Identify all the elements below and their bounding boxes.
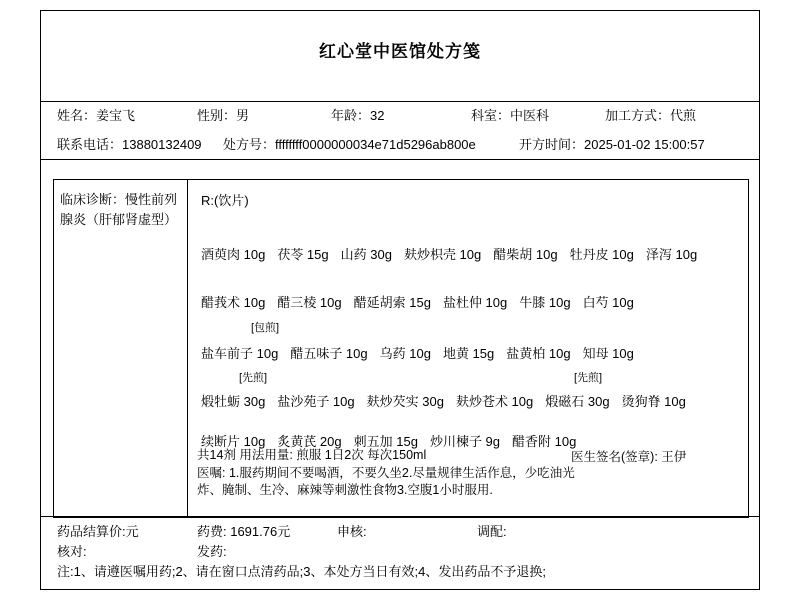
doctor-signature: 医生签名(签章): 王伊 <box>571 450 687 464</box>
herb-item: 醋香附 10g <box>512 434 577 449</box>
herb-item: 牛膝 10g <box>519 295 571 310</box>
herb-item: 盐车前子 10g <box>201 346 279 361</box>
issue-field: 发药: <box>197 544 227 559</box>
prescription-table <box>53 179 749 518</box>
review-field: 申核: <box>337 524 367 539</box>
herb-item: 续断片 10g <box>201 434 266 449</box>
diagnosis-text: 临床诊断：慢性前列腺炎（肝郁肾虚型） <box>60 192 178 227</box>
herb-item: 煅磁石 30g <box>545 394 610 409</box>
herb-line-2 <box>201 292 634 311</box>
herb-item: 牡丹皮 10g <box>569 247 634 262</box>
herb-item: 泽泻 10g <box>645 247 698 262</box>
divider-line-patient-bottom <box>41 159 759 160</box>
herb-item: 酒萸肉 10g <box>201 247 266 262</box>
decoction-note-xianjian-2: [先煎] <box>574 372 603 384</box>
herb-item: 炒川楝子 9g <box>429 434 501 449</box>
medical-advice-line-1: 医嘱: 1.服药期间不要喝酒，不要久坐2.尽量规律生活作息，少吃油光 <box>197 466 575 480</box>
patient-department: 科室：中医科 <box>471 108 550 123</box>
prescription-time: 开方时间：2025-01-02 15:00:57 <box>519 137 705 152</box>
herb-item: 白芍 10g <box>582 295 634 310</box>
herb-item: 醋五味子 10g <box>290 346 368 361</box>
dosage-usage-text: 共14剂 用法用量: 煎服 1日2次 每次150ml <box>197 448 427 462</box>
decoction-note-xianjian-1: [先煎] <box>239 372 268 384</box>
rx-header: R:(饮片) <box>201 193 249 208</box>
herb-item: 醋三棱 10g <box>277 295 342 310</box>
patient-gender: 性别：男 <box>197 108 250 123</box>
herb-item: 醋莪术 10g <box>201 295 266 310</box>
herb-item: 麸炒芡实 30g <box>366 394 444 409</box>
herb-item: 茯苓 15g <box>277 247 329 262</box>
patient-processing-method: 加工方式：代煎 <box>605 108 697 123</box>
medicine-fee: 药费: 1691.76元 <box>197 524 291 539</box>
settlement-price: 药品结算价:元 <box>57 524 139 539</box>
divider-line-top <box>41 101 759 102</box>
check-field: 核对: <box>57 544 87 559</box>
herb-item: 知母 10g <box>582 346 634 361</box>
prescription-form <box>40 10 760 590</box>
herb-item: 盐杜仲 10g <box>442 295 508 310</box>
herb-item: 炙黄芪 20g <box>277 434 342 449</box>
herb-item: 烫狗脊 10g <box>621 394 686 409</box>
herb-item: 地黄 15g <box>442 346 495 361</box>
herb-line-1 <box>201 244 697 263</box>
herb-item: 盐沙苑子 10g <box>277 394 355 409</box>
herb-item: 盐黄柏 10g <box>506 346 571 361</box>
patient-phone: 联系电话：13880132409 <box>57 137 202 152</box>
herb-item: 乌药 10g <box>379 346 431 361</box>
herb-item: 山药 30g <box>340 247 392 262</box>
herb-item: 麸炒苍术 10g <box>455 394 534 409</box>
prescription-number: 处方号：ffffffff0000000034e71d5296ab800e <box>223 137 476 152</box>
herb-line-4 <box>201 391 686 410</box>
form-title: 红心堂中医馆处方笺 <box>319 42 481 61</box>
decoction-note-baojian: [包煎] <box>251 322 280 334</box>
column-divider <box>187 180 188 517</box>
footer-note: 注:1、请遵医嘱用药;2、请在窗口点清药品;3、本处方当日有效;4、发出药品不予退换; <box>57 564 546 579</box>
herb-item: 刺五加 15g <box>353 434 418 449</box>
dispense-field: 调配: <box>477 524 507 539</box>
herb-item: 麸炒枳壳 10g <box>403 247 482 262</box>
divider-line-footer <box>41 516 759 517</box>
herb-item: 醋柴胡 10g <box>493 247 558 262</box>
patient-name: 姓名：姜宝飞 <box>57 108 136 123</box>
herb-line-3 <box>201 343 634 362</box>
patient-age: 年龄：32 <box>331 108 385 123</box>
medical-advice-line-2: 炸、腌制、生冷、麻辣等刺激性食物3.空腹1小时服用. <box>197 483 493 497</box>
herb-item: 醋延胡索 15g <box>353 295 431 310</box>
herb-item: 煅牡蛎 30g <box>201 394 266 409</box>
